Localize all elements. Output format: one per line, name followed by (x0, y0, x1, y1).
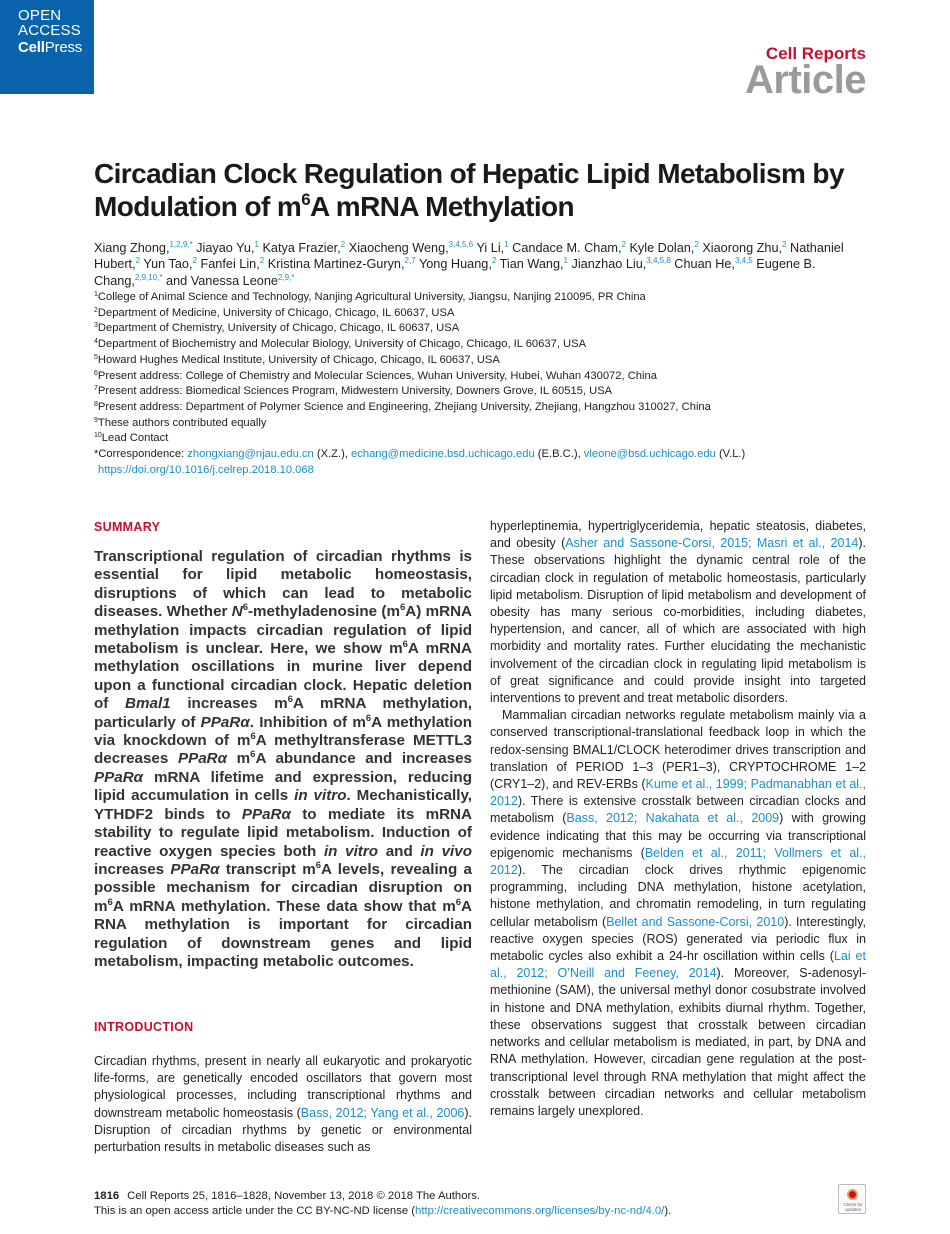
column-two-text (490, 518, 866, 1120)
author: Nathaniel Hubert,$^2$ (94, 241, 844, 272)
author: Candace M. Cham,$^2$ (512, 240, 626, 255)
affiliation-item: $^2$Department of Medicine, University of Chicago, Chicago, IL 60637, USA (94, 306, 455, 319)
page-number: 1816 (94, 1190, 120, 1202)
author: Xiaocheng Weng,$^{3,4,5,6}$ (348, 240, 474, 255)
author: Eugene B. Chang,$^{2,9,10,*}$ (94, 257, 816, 288)
cellpress-logo: CellPress (18, 39, 83, 56)
affiliation-item: $^1$College of Animal Science and Technology, Nanjing Agricultural University, Jiangsu, Nanjing 210095, PR China (94, 291, 646, 303)
access-label: ACCESS (18, 22, 81, 39)
email-link-leone[interactable]: vleone@bsd.uchicago.edu (583, 448, 716, 461)
author: Jianzhao Liu,$^{3,4,5,8}$ (571, 256, 671, 272)
affiliation-item: $^4$Department of Biochemistry and Molecular Biology, University of Chicago, Chicago, IL 60637, USA (94, 338, 587, 351)
author: Fanfei Lin,$^2$ (200, 256, 265, 272)
license-line: This is an open access article under the CC BY-NC-ND license (http://creativecommons.org/licenses/by-nc-nd/4.0/). (94, 1204, 672, 1217)
affiliations (94, 290, 884, 478)
author: Yi Li,$^1$ (476, 240, 509, 255)
author: Kyle Dolan,$^2$ (629, 240, 699, 255)
affiliation-item: $^{10}$Lead Contact (94, 432, 169, 445)
author: Xiang Zhong,$^{1,2,9,*}$ (94, 240, 193, 255)
paragraph: hyperleptinemia, hypertriglyceridemia, hepatic steatosis, diabetes, and obesity (Asher and Sassone-Corsi, 2015; Masri et al., 2014). These observations highlight the dynamic central role of the circadian clock in regulation of metabolic homeostasis, particularly lipid metabolism. Disruption of lipid metabolism and development of obesity has many serious co-morbidities, including diabetes, hypertension, and cancer, all of which are associated with high morbidity and mortality rates. Further elucidating the mechanistic involvement of the circadian clock in regulating lipid metabolism is of great significance and could provide insight into targeted interventions to prevent and treat metabolic disorders. (490, 519, 866, 706)
author-list (94, 240, 884, 289)
email-link-zhong[interactable]: zhongxiang@njau.edu.cn (187, 448, 314, 461)
affiliation-item: $^8$Present address: Department of Polymer Science and Engineering, Zhejiang University, Zhejiang, Hangzhou 310027, China (94, 400, 711, 413)
affiliation-item: $^3$Department of Chemistry, University of Chicago, Chicago, IL 60637, USA (94, 322, 460, 335)
author: Tian Wang,$^1$ (499, 256, 568, 272)
affiliation-item: $^7$Present address: Biomedical Sciences Program, Midwestern University, Downers Grove, IL 60515, USA (94, 385, 613, 398)
author: Xiaorong Zhu,$^2$ (702, 240, 787, 255)
author: Jiayao Yu,$^1$ (196, 240, 259, 255)
email-link-chang[interactable]: echang@medicine.bsd.uchicago.edu (351, 448, 535, 461)
author: Kristina Martinez-Guryn,$^{2,7}$ (267, 256, 416, 272)
affiliation-item: $^6$Present address: College of Chemistry and Molecular Sciences, Wuhan University, Hubei, Wuhan 430072, China (94, 369, 657, 382)
author: Yun Tao,$^2$ (143, 256, 197, 272)
update-icon (847, 1189, 858, 1200)
update-badge-label: Check for updates (843, 1202, 863, 1212)
page-footer (94, 1189, 854, 1218)
open-access-badge (0, 0, 94, 94)
introduction-heading: INTRODUCTION (94, 1020, 194, 1034)
check-for-updates-badge[interactable] (838, 1184, 866, 1214)
affiliation-item: $^5$Howard Hughes Medical Institute, University of Chicago, Chicago, IL 60637, USA (94, 353, 500, 366)
summary-text: Transcriptional regulation of circadian rhythms is essential for lipid metabolic homeostasis, disruptions of which can lead to metabolic diseases. Whether $N^6$-methyladenosine $(m^6A)$ mRNA methylation impacts circadian regulation of lipid metabolism is unclear. Here, we show $m^6A$ mRNA methylation oscillations in murine liver depend upon a functional circadian clock. Hepatic deletion of Bmal1 increases $m^6A$ mRNA methylation, particularly of PPaRα. Inhibition of $m^6A$ methylation via knockdown of $m^6A$ methyltransferase METTL3 decreases PPaRα $m^6A$ abundance and increases PPaRα mRNA lifetime and expression, reducing lipid accumulation in cells in vitro. Mechanistically, YTHDF2 binds to PPaRα to mediate its mRNA stability to regulate lipid metabolism. Induction of reactive oxygen species both in vitro and in vivo increases PPaRα transcript $m^6A$ levels, revealing a possible mechanism for circadian disruption on $m^6A$ mRNA methylation. These data show that $m^6A$ RNA methylation is important for circadian regulation of downstream genes and lipid metabolism, impacting metabolic outcomes. (94, 548, 473, 970)
author: Chuan He,$^{3,4,5}$ (674, 256, 753, 272)
citation: Cell Reports 25, 1816–1828, November 13, 2018 © 2018 The Authors. (127, 1190, 481, 1202)
journal-name: Cell Reports (765, 44, 866, 63)
summary-heading: SUMMARY (94, 520, 161, 534)
author: Yong Huang,$^2$ (418, 256, 497, 272)
doi-link[interactable]: https://doi.org/10.1016/j.celrep.2018.10.068 (98, 463, 314, 476)
open-label: OPEN (18, 7, 62, 24)
author: Katya Frazier,$^2$ (262, 240, 346, 255)
affiliation-item: $^9$These authors contributed equally (94, 416, 267, 429)
author: and Vanessa Leone$^{2,9,*}$ (166, 272, 295, 288)
article-type: Article (745, 58, 866, 102)
correspondence: *Correspondence: zhongxiang@njau.edu.cn (X.Z.), echang@medicine.bsd.uchicago.edu (E.B.C.), vleone@bsd.uchicago.edu (V.L.) (94, 448, 746, 461)
paper-title: Circadian Clock Regulation of Hepatic Lipid Metabolism by Modulation of $m^6A$ mRNA Methylation (94, 158, 844, 222)
paragraph: Mammalian circadian networks regulate metabolism mainly via a conserved transcriptional-translational feedback loop in which the redox-sensing BMAL1/CLOCK heterodimer drives transcription and translation of PERIOD 1–3 (PER1–3), CRYPTOCHROME 1–2 (CRY1–2), and REV-ERBs (Kume et al., 1999; Padmanabhan et al., 2012). There is extensive crosstalk between circadian clocks and metabolism (Bass, 2012; Nakahata et al., 2009) with growing evidence indicating that this may be occurring via transcriptional epigenomic mechanisms (Belden et al., 2011; Vollmers et al., 2012). The circadian clock drives rhythmic epigenomic programming, including DNA methylation, histone acetylation, histone methylation, and chromatin remodeling, in turn regulating cellular metabolism (Bellet and Sassone-Corsi, 2010). Interestingly, reactive oxygen species (ROS) generated via periodic flux in metabolic cycles also exhibit a 24-hr oscillation within cells (Lai et al., 2012; O’Neill and Feeney, 2014). Moreover, S-adenosyl-methionine (SAM), the universal methyl donor cosubstrate involved in histone and DNA methylation, exhibits diurnal rhythm. Together, these observations suggest that crosstalk between circadian networks and cellular metabolism is mediated, in part, by DNA and RNA methylation. However, circadian gene regulation at the post-transcriptional level through RNA methylation that might affect the crosstalk between circadian networks and cellular metabolism remains largely unexplored. (490, 708, 866, 1118)
license-link[interactable]: http://creativecommons.org/licenses/by-nc-nd/4.0/ (415, 1204, 665, 1217)
introduction-text: Circadian rhythms, present in nearly all eukaryotic and prokaryotic life-forms, are genetically encoded oscillators that govern most physiological processes, including transcriptional rhythms and downstream metabolic homeostasis (Bass, 2012; Yang et al., 2006). Disruption of circadian rhythms by genetic or environmental perturbation results in metabolic diseases such as (94, 1054, 472, 1155)
